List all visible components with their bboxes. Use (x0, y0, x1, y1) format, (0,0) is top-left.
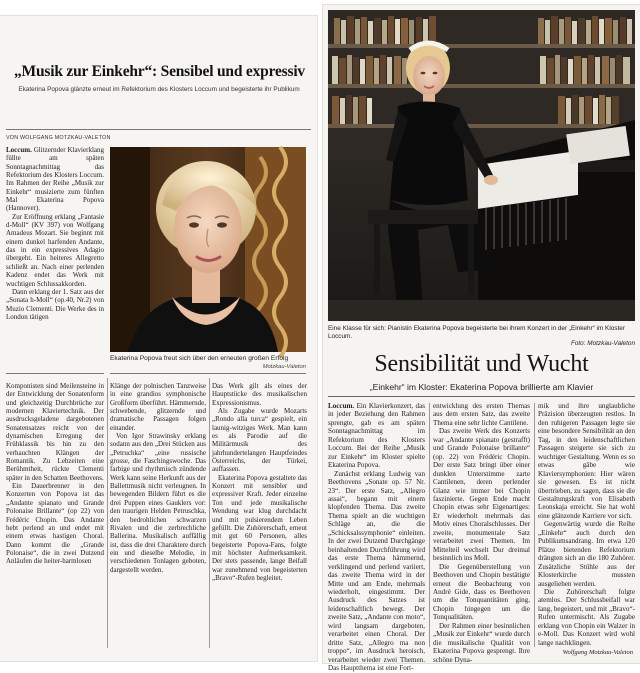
paragraph-text: entwicklung des ersten Themas aus dem ersten Satz, das zweite Thema eine sehr lichte Cantilene. (433, 402, 530, 427)
paragraph-text: Das zweite Werk des Konzerts war „Andante spianato (gestrafft) und Grande Polonaise brillante“ (op. 22) von Frédéric Chopin. Der erste Satz bringt über einer dunklen Unterstimme zarte Cantilenen, deren perlender Glanz wie immer bei Chopin faszinierte. Gegen Ende macht Chopin etwas sehr Eigenartiges: Er wiederholt mehrmals das Motiv eines Choralschlusses. Der zweite, monumentale Satz verarbeitet zwei Themen. Im Mittelteil wechselt Dur dreimal besinnlich ins Moll. (433, 427, 530, 563)
left-column-2-bottom (110, 382, 206, 652)
left-top-rule (6, 129, 311, 130)
paragraph-text: Die Gegenüberstellung von Beethoven und Chopin bestätigte erneut die Beobachtung von André Gide, dass es Beethoven um die Tonquantitäten ging, Chopin hingegen um die Tonqualitäten. (433, 562, 530, 622)
left-newspaper-clipping (0, 16, 317, 661)
article-paragraph (433, 622, 530, 664)
article-paragraph (433, 427, 530, 562)
left-column-1-rule (6, 373, 104, 374)
article-paragraph (538, 520, 635, 588)
left-column-divider-1 (107, 378, 108, 648)
pianist-at-piano-illustration (328, 10, 635, 321)
article-paragraph (538, 588, 635, 647)
article-paragraph (328, 402, 425, 470)
left-column-1-top (6, 146, 104, 380)
right-photo-credit: Foto: Motzkau-Valeton (570, 340, 635, 348)
paragraph-text: Klänge der polnischen Tanzweise in eine grandios symphonische Großform überführt. Hämmernde, schwebende, glitzernde und dramatische Passagen folgen einander. (110, 382, 206, 432)
article-paragraph (212, 382, 307, 407)
article-paragraph (433, 402, 530, 427)
right-headline: Sensibilität und Wucht (374, 351, 589, 377)
paragraph-text: Ein Dauerbrenner in den Konzerten von Popova ist das „Andante spianato und Grande Polonaise Brillante“ (op 22) von Frédéric Chopin. Das Andante hebt perlend an und endet mit einem etwas hastigen Choral. Dann kommt die „Grande Polonaise“, die in zwei Dutzend Anläufen die heiter-harmlosen (6, 482, 104, 566)
article-paragraph (6, 382, 104, 482)
paragraph-text: Dann erklang der 1. Satz aus der „Sonata h-Moll“ (op.40, Nr.2) von Muzio Clementi. Die Werke des in London tätigen (6, 287, 104, 321)
article-paragraph (6, 146, 104, 213)
paragraph-text: mik und ihre unglaubliche Präzision überzeugten restlos. In den ruhigeren Passagen legte sie eine besondere Sensibilität an den Tag, in den leidenschaftlichen Passagen steigerte sie sich zu wuchtiger Gestaltung. Wenn es so etwas gäbe wie Klaviersymphonien: Hier wären sie gewesen. Es ist nicht übertrieben, zu sagen, dass sie die Gestaltungskraft von Elisabeth Leonskaja erreicht. Sie hat wohl eine glänzende Karriere vor sich. (538, 402, 635, 520)
paragraph-text: Ein Klavierkonzert, das in jeder Beziehung den Rahmen sprengte, gab es am späten Sonntagnachmittag im Refektorium des Klosters Loccum. Bei der Reihe „Musik zur Einkehr“ im Kloster spielte Ekaterina Popova. (328, 402, 425, 470)
right-subheadline: „Einkehr“ im Kloster: Ekaterina Popova brillierte am Klavier (369, 382, 594, 392)
paragraph-text: Die Zuhörerschaft folgte atemlos. Der Schlussbeifall war lang, begeistert, und mit „Bravo“-Rufen untermischt. Als Zugabe erklang von Chopin ein Walzer in e-Moll. Das Konzert wird wohl lange nachklingen. (538, 587, 635, 647)
right-column-divider-2 (534, 403, 535, 647)
article-paragraph (6, 288, 104, 321)
right-photo-caption-text: Eine Klasse für sich: Pianistin Ekaterina Popova begeisterte bei ihrem Konzert in der „Einkehr“ im Kloster Loccum. (328, 325, 625, 340)
dateline: Loccum. (6, 146, 32, 154)
article-paragraph (6, 213, 104, 288)
dateline: Loccum. (328, 402, 355, 410)
portrait-illustration (110, 147, 306, 352)
left-column-3-bottom (212, 382, 307, 652)
paragraph-text: Gegenwärtig wurde die Reihe „Einkehr“ auch durch den Publikumsandrang. Im etwa 120 Plätze bietenden Refektorium drängten sich an die 180 Zuhörer. Zusätzliche Stühle aus der Klosterkirche mussten ausgeliehen werden. (538, 520, 635, 588)
article-paragraph (110, 432, 206, 574)
paragraph-text: Das Werk gilt als eines der Hauptstücke des musikalischen Expressionismus. (212, 382, 307, 407)
left-byline: VON WOLFGANG MOTZKAU-VALETON (6, 135, 111, 141)
article-paragraph (110, 382, 206, 432)
paragraph-text: Komponisten sind Meilensteine in der Entwicklung der Sonatenform und gleichzeitig Durchbrüche zur modernen Klaviertechnik. Der ausdrucksgeladene dargebotenen Sonatensatzes reicht von der dynamischen Erregung der Frühklassik bis hin zu den verhauchten Klängen der Romantik. Zu Lebzeiten eine Berühmtheit, rückte Clementi später in den Schatten Beethovens. (6, 382, 104, 482)
right-column-2 (433, 402, 530, 664)
left-headline: „Musik zur Einkehr“: Sensibel und expressiv (14, 63, 305, 80)
right-photo-caption (328, 325, 635, 348)
left-column-divider-2 (209, 378, 210, 648)
article-paragraph (538, 402, 635, 520)
left-photo-bottom-rule (110, 373, 306, 374)
left-column-1-bottom (6, 382, 104, 652)
article-paragraph (433, 563, 530, 622)
paragraph-text: Von Igor Strawinsky erklang sodann aus den „Drei Stücken aus „Petruchka“ „eine russische grosse, die Faschingswoche. Das farbige und rhythmisch zündende Werk kann seine Herkunft aus der Ballettmusik nicht verleugnen. In bewegenden Bildern führt es die drei Puppen eines Gauklers vor: den traurigen Helden Petruschka, den bedrohlichen schwarzen Rivalen und die zerbrechliche Ballerina. Musikalisch auffällig ist, dass die drei Charaktere durch ein und dieselbe Melodie, in verschiedenen Tonlagen geboten, dargestellt werden. (110, 432, 206, 574)
article-paragraph (328, 470, 425, 673)
paragraph-text: Glitzernder Klavierklang füllte am späten Sonntagnachmittag das Refektorium des Klosters Loccum. Im Rahmen der Reihe „Musik zur Einkehr“ musizierte zum fünften Mal Ekaterina Popova (Hannover). (6, 146, 104, 213)
paragraph-text: Zunächst erklang Ludwig van Beethovens „Sonate op. 57 Nr. 23“. Der erste Satz, „Allegro assai“, begann mit einem klopfenden Thema. Das zweite Thema spielt an die wuchtigen Schläge an, die die „Schicksalssymphonie“ einleiten. In der zwei Dutzend Durchgänge beinhaltenden Durchführung wird das erste Thema hämmernd, verklingend und perlend variiert, das zweite Thema wird in der Mitte und am Ende, mehrmals wiederholt, eingestimmt. Der Ausdruck des Satzes ist leidenschaftlich bewegt. Der zweite Satz, „Andante con moto“, wird langsam dargeboten, verarbeitet einen Choral. Der dritte Satz, „Allegro ma non troppo“, im Ausdruck heroisch, verarbeitet wieder zwei Themen. Das Hauptthema ist eine Fort- (328, 469, 425, 673)
article-paragraph (212, 474, 307, 582)
paragraph-text: Der Rahmen einer besinnlichen „Musik zur Einkehr“ wurde durch die musikalische Qualität von Ekaterina Popova gesprengt. Ihre schöne Dyna- (433, 621, 530, 664)
right-top-rule (328, 396, 635, 397)
right-pianist-photo (328, 10, 635, 321)
left-portrait-photo (110, 147, 306, 352)
left-photo-caption: Ekaterina Popova freut sich über den erneuten großen Erfolg (110, 355, 289, 362)
paragraph-text: Ekaterina Popova gestaltete das Konzert mit sensibler und expressiver Kraft. Jeder einzelne Ton und jede musikalische Wendung war klug durchdacht und mit pulsierendem Leben gefüllt. Die Zuhörerschaft, erneut mit gut 60 Personen, alles begeisterte Popova-Fans, folgte mit höchster Aufmerksamkeit. Der stets passende, lange Beifall war zunehmend von begeisterten „Bravo“-Rufen begleitet. (212, 473, 307, 582)
right-column-divider-1 (429, 403, 430, 647)
left-subheadline: Ekaterina Popova glänzte erneut im Refektorium des Klosters Loccum und begeisterte ihr Publikum (18, 86, 300, 93)
paragraph-text: Zur Eröffnung erklang „Fantasie d-Moll“ (KV 397) von Wolfgang Amadeus Mozart. Sie beginnt mit einem dunkel harfenden Andante, das in ein expressives Adagio übergeht. Ein heiteres Allegretto schließt an. Nach einer perlenden Kadenz endet das Werk mit wuchtigen Schlussakkorden. (6, 212, 104, 288)
right-column-3 (538, 402, 635, 647)
left-photo-credit: Motzkau-Valeton (262, 364, 306, 370)
right-column-1 (328, 402, 425, 673)
paragraph-text: Als Zugabe wurde Mozarts „Rondo alla turca“ gespielt, ein launig-witziges Werk. Man kann es als Parodie auf die Militärmusik des jahrhundertelangen Hauptfeindes Österreichs, der Türkei, auffassen. (212, 407, 307, 474)
article-paragraph (6, 482, 104, 565)
right-newspaper-clipping (323, 5, 640, 673)
right-signature: Wolfgang Motzkau-Valeton (562, 649, 633, 656)
article-paragraph (212, 407, 307, 474)
